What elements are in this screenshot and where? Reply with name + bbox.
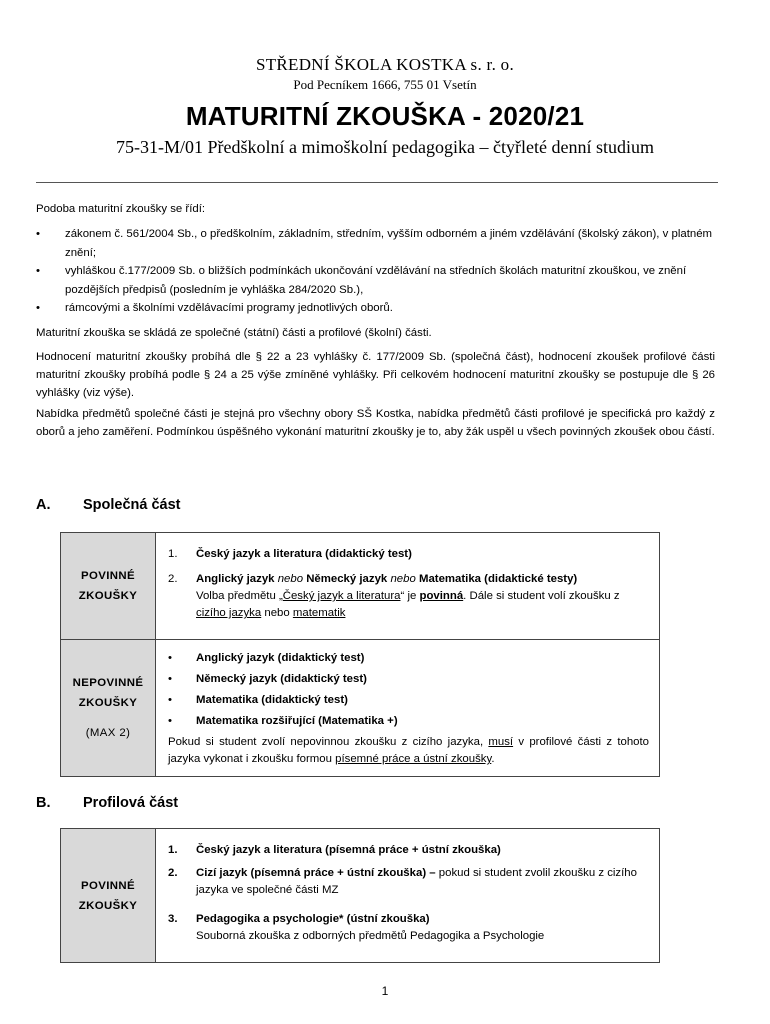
section-b-heading <box>36 795 178 811</box>
list-item: • Anglický jazyk (didaktický test) <box>168 648 649 669</box>
bullet-icon: • <box>168 694 172 706</box>
legal-basis-list <box>36 225 715 318</box>
list-item: 1. Český jazyk a literatura (písemná práce + ústní zkouška) <box>168 844 501 856</box>
mandatory-content <box>156 533 660 640</box>
page-title: MATURITNÍ ZKOUŠKA - 2020/21 <box>185 101 585 131</box>
section-a-title: Společná část <box>83 497 181 513</box>
page-number: 1 <box>381 984 389 998</box>
optional-label: NEPOVINNÉ ZKOUŠKY (MAX 2) <box>61 640 156 777</box>
mandatory-label: POVINNÉ ZKOUŠKY <box>61 533 156 640</box>
list-item: 2. Cizí jazyk (písemná práce + ústní zkouška) – pokud si student zvolil zkoušku z cizího jazyka ve společné části MZ <box>168 867 637 896</box>
list-item: 1. Český jazyk a literatura (didaktický test) <box>168 548 412 560</box>
section-a-table <box>60 532 660 777</box>
intro-paragraph-offer: Nabídka předmětů společné části je stejná pro všechny obory SŠ Kostka, nabídka předmětů části profilové je specifická pro každý z oborů a jeho zaměření. Podmínkou úspěšného vykonání maturitní zkoušky je to, aby žák uspěl u všech povinných zkoušek obou částí. <box>36 408 715 438</box>
bullet-icon: • <box>168 715 172 727</box>
profile-content <box>156 829 660 963</box>
header-divider <box>36 182 718 183</box>
intro-paragraph-parts: Maturitní zkouška se skládá ze společné (státní) části a profilové (školní) části. <box>36 327 432 339</box>
optional-content <box>156 640 660 777</box>
list-item: • rámcovými a školními vzdělávacími programy jednotlivých oborů. <box>36 299 715 318</box>
bullet-icon: • <box>168 652 172 664</box>
list-item: • Matematika rozšiřující (Matematika +) <box>168 711 649 732</box>
section-a-letter: A. <box>36 497 51 513</box>
section-b-letter: B. <box>36 795 51 811</box>
school-address: Pod Pecníkem 1666, 755 01 Vsetín <box>293 77 477 92</box>
list-item: • zákonem č. 561/2004 Sb., o předškolním, základním, středním, vyšším odborném a jiném vzdělávání (školský zákon), v platném znění; <box>36 225 715 262</box>
list-item: 3. Pedagogika a psychologie* (ústní zkouška) Souborná zkouška z odborných předmětů Pedagogika a Psychologie <box>168 913 545 942</box>
list-item: 2. Anglický jazyk nebo Německý jazyk nebo Matematika (didaktické testy) Volba předmětu „Český jazyk a literatura“ je povinná. Dále si student volí zkoušku z cizího jazyka nebo matematik <box>168 573 620 619</box>
page-subtitle: 75-31-M/01 Předškolní a mimoškolní pedagogika – čtyřleté denní studium <box>116 137 654 157</box>
bullet-icon: • <box>36 302 40 314</box>
intro-lead: Podoba maturitní zkoušky se řídí: <box>36 203 206 215</box>
section-b-table <box>60 828 660 963</box>
bullet-icon: • <box>36 265 40 277</box>
list-item: • Německý jazyk (didaktický test) <box>168 669 649 690</box>
table-row <box>61 829 660 963</box>
section-b-title: Profilová část <box>83 795 179 811</box>
mandatory-label: POVINNÉ ZKOUŠKY <box>61 829 156 963</box>
school-name: STŘEDNÍ ŠKOLA KOSTKA s. r. o. <box>255 55 515 74</box>
bullet-icon: • <box>36 228 40 240</box>
list-item: • Matematika (didaktický test) <box>168 690 649 711</box>
optional-note: Pokud si student zvolí nepovinnou zkoušku z cizího jazyka, musí v profilové části z tohoto jazyka vykonat i zkoušku formou písemné práce a ústní zkoušky. <box>168 736 649 765</box>
table-row <box>61 533 660 640</box>
intro-paragraph-evaluation: Hodnocení maturitní zkoušky probíhá dle § 22 a 23 vyhlášky č. 177/2009 Sb. (společná část), hodnocení zkoušek profilové části maturitní zkoušky probíhá podle § 24 a 25 výše zmíněné vyhlášky. Při celkovém hodnocení maturitní zkoušky se postupuje dle § 26 vyhlášky (viz výše). <box>36 351 715 399</box>
list-item: • vyhláškou č.177/2009 Sb. o bližších podmínkách ukončování vzdělávání na středních školách maturitní zkouškou, ve znění pozdějších předpisů (posledním je vyhláška 284/2020 Sb.), <box>36 262 715 299</box>
table-row <box>61 640 660 777</box>
bullet-icon: • <box>168 673 172 685</box>
section-a-heading <box>36 497 181 513</box>
